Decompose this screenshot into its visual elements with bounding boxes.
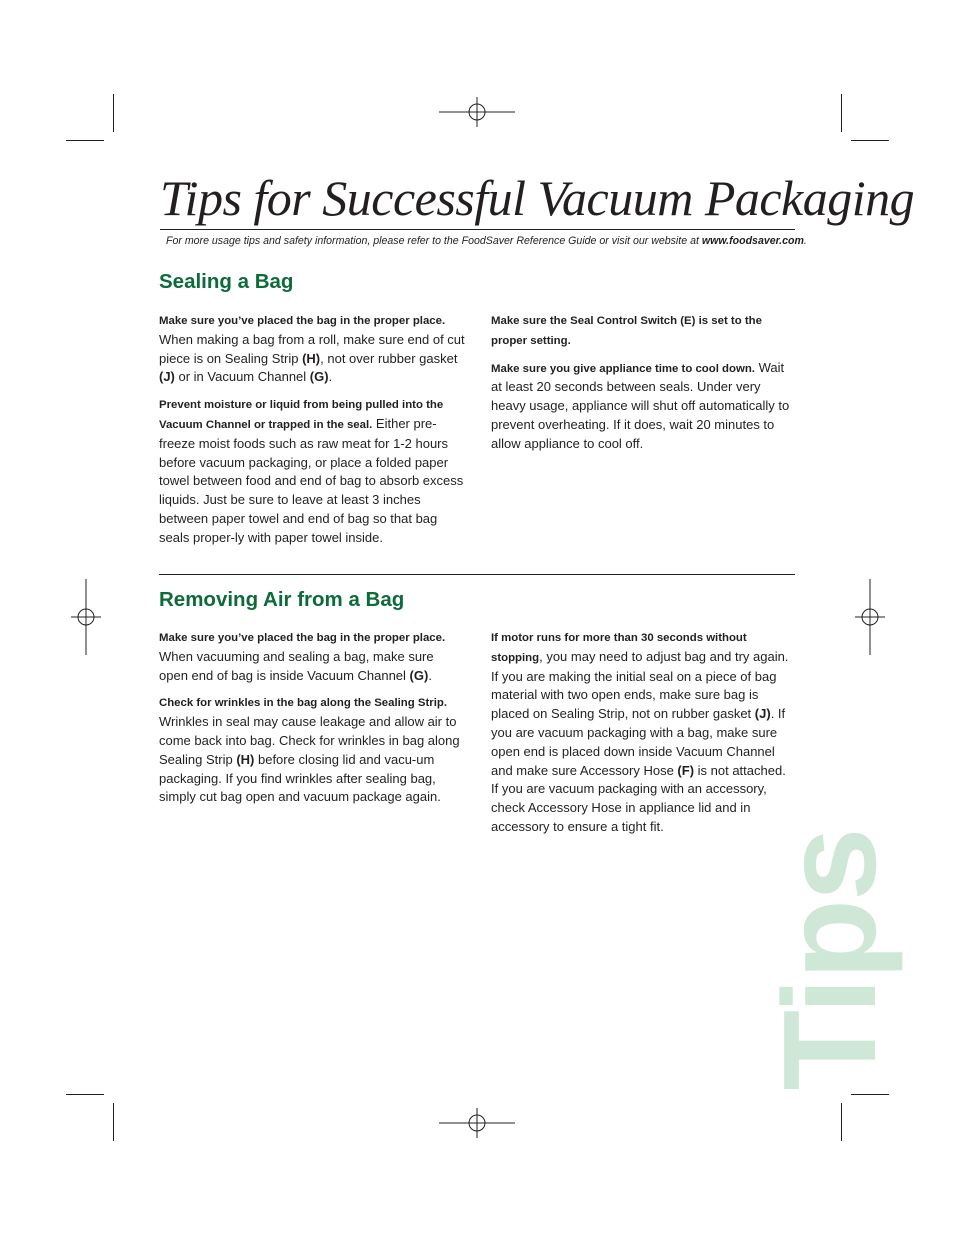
tip-text: When making a bag from a roll, make sure end of cut piece is on Sealing Strip (159, 331, 465, 366)
tip-text: , not over rubber gasket (320, 350, 458, 366)
tip-paragraph (159, 693, 465, 807)
removing-air-left-column (159, 628, 465, 815)
registration-mark-icon (439, 1108, 515, 1138)
crop-mark (851, 1094, 889, 1095)
registration-mark-icon (71, 579, 101, 655)
part-reference: (J) (754, 706, 771, 722)
tip-lead: Make sure you’ve placed the bag in the proper place. (159, 315, 446, 327)
tip-paragraph (491, 359, 795, 454)
tip-text: Either pre-freeze moist foods such as raw meat for 1-2 hours before vacuum packaging, or place a folded paper towel between food and end of bag to absorb excess liquids. Just be sure to leave at least 3 inches between paper towel and end of bag so that bag seals proper-ly with paper towel inside. (159, 415, 464, 545)
crop-mark (113, 1103, 114, 1141)
page-subtitle (166, 234, 806, 249)
tip-paragraph (491, 628, 795, 837)
tip-lead: If motor runs for more than 30 seconds without stopping (491, 632, 747, 664)
tip-text: When vacuuming and sealing a bag, make sure open end of bag is inside Vacuum Channel (159, 648, 434, 683)
crop-mark (66, 140, 104, 141)
tip-text: . (328, 369, 333, 385)
registration-mark-icon (855, 579, 885, 655)
tip-text: or in Vacuum Channel (174, 369, 310, 385)
website-link[interactable]: www.foodsaver.com (701, 235, 804, 247)
tip-lead: Make sure the Seal Control Switch (E) is set to the proper setting. (491, 315, 762, 347)
part-reference: (H) (302, 350, 321, 366)
crop-mark (851, 140, 889, 141)
tip-text: Wait at least 20 seconds between seals. Under very heavy usage, appliance will shut off automatically to prevent overheating. If it does, wait 20 minutes to allow appliance to cool off. (491, 359, 790, 451)
section-heading-removing-air: Removing Air from a Bag (159, 588, 405, 611)
tip-paragraph (159, 628, 465, 685)
tips-watermark: Tips (756, 829, 903, 1091)
tip-paragraph (491, 311, 795, 351)
sealing-right-column (491, 311, 795, 462)
tip-text: before closing lid and vacu-um packaging. If you find wrinkles after sealing bag, simply cut bag open and vacuum package again. (159, 751, 441, 805)
registration-mark-icon (439, 97, 515, 127)
part-reference: (G) (309, 369, 329, 385)
crop-mark (841, 94, 842, 132)
tip-lead: Make sure you’ve placed the bag in the proper place. (159, 632, 446, 644)
title-divider (160, 229, 795, 230)
tip-text: , you may need to adjust bag and try again. If you are making the initial seal on a piece of bag material with two open ends, make sure bag is placed on Sealing Strip, not on rubber gasket (491, 648, 789, 722)
tip-lead: Prevent moisture or liquid from being pulled into the Vacuum Channel or trapped in the seal. (159, 399, 444, 431)
part-reference: (G) (409, 667, 429, 683)
tip-text: Wrinkles in seal may cause leakage and allow air to come back into bag. Check for wrinkles in bag along Sealing Strip (159, 714, 460, 767)
crop-mark (113, 94, 114, 132)
tip-paragraph (159, 311, 465, 387)
subtitle-text: For more usage tips and safety information, please refer to the FoodSaver Reference Guide or visit our website at (166, 235, 702, 247)
subtitle-end: . (803, 235, 807, 247)
section-heading-sealing: Sealing a Bag (159, 270, 294, 293)
sealing-left-column (159, 311, 465, 556)
removing-air-right-column (491, 628, 795, 845)
crop-mark (841, 1103, 842, 1141)
part-reference: (H) (236, 751, 255, 767)
part-reference: (F) (677, 762, 695, 778)
tip-lead: Make sure you give appliance time to cool down. (491, 362, 755, 375)
tip-lead: Check for wrinkles in the bag along the Sealing Strip. (159, 697, 447, 710)
tip-paragraph (159, 395, 465, 547)
page-title: Tips for Successful Vacuum Packaging (160, 170, 915, 226)
tip-text: . (428, 667, 432, 683)
tip-text: is not attached. If you are vacuum packaging with an accessory, check Accessory Hose in appliance lid and in accessory to ensure a tight fit. (491, 762, 786, 834)
crop-mark (66, 1094, 104, 1095)
section-divider (159, 574, 795, 575)
tip-text: . If you are vacuum packaging with a bag, make sure open end is placed down inside Vacuum Channel and make sure Accessory Hose (491, 706, 786, 778)
part-reference: (J) (159, 369, 175, 385)
